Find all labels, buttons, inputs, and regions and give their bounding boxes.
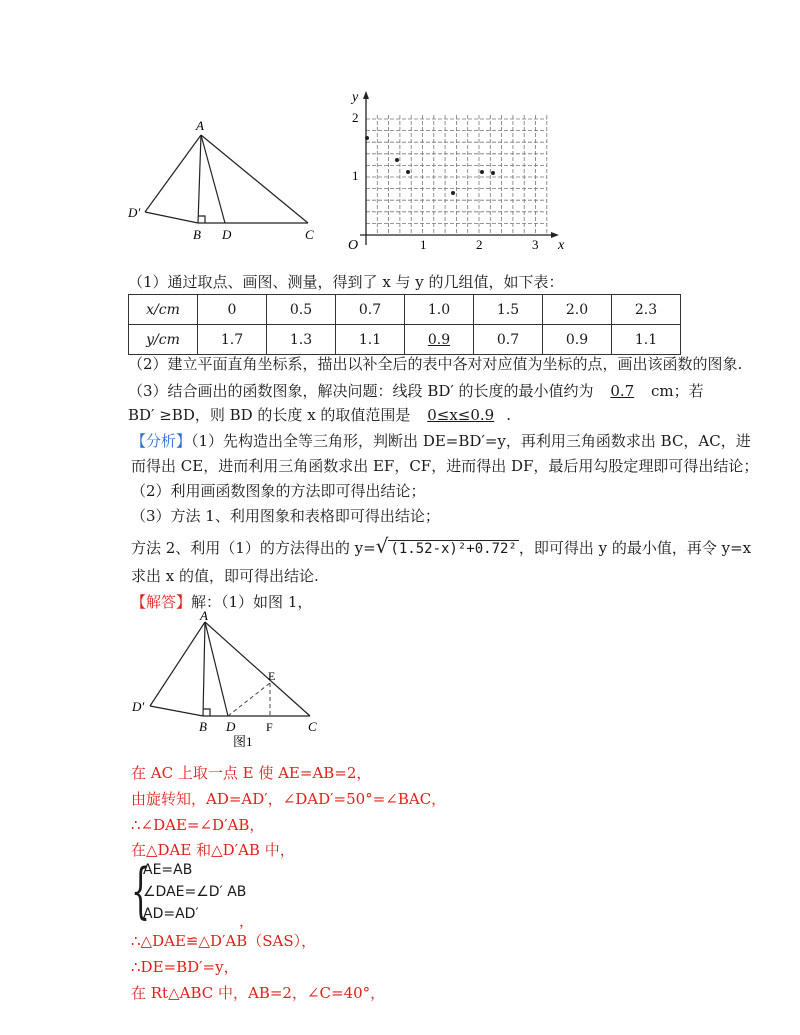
coordinate-grid: [340, 85, 570, 255]
q3-unit: cm；若: [650, 382, 704, 400]
answer-min-value: 0.7: [610, 382, 635, 400]
q3-text-b: BD′ ≥BD，则 BD 的长度 x 的取值范围是: [128, 406, 411, 424]
filled-answer: 0.9: [427, 331, 451, 348]
table-cell: x/cm: [129, 295, 198, 325]
label-B: B: [193, 227, 201, 242]
x-tick-1: 1: [420, 237, 427, 252]
y-axis-label: y: [352, 90, 359, 105]
label-C: C: [305, 227, 314, 242]
analysis-line-3: （2）利用画函数图象的方法即可得出结论；: [131, 482, 426, 500]
fig1-label-B: B: [199, 719, 207, 734]
sqrt-formula: (1.52-x)²+0.72²: [390, 541, 517, 557]
fig1-label-C: C: [308, 719, 317, 734]
question-2: （2）建立平面直角坐标系，描出以补全后的表中各对对应值为坐标的点，画出该函数的图象.: [128, 355, 743, 373]
equation-system: [131, 856, 271, 930]
table-cell: 1.3: [267, 325, 336, 355]
y-tick-1: 1: [352, 168, 359, 183]
solution-tag: 【解答】: [131, 593, 192, 611]
brace: {: [131, 856, 151, 926]
analysis-line-5: [131, 536, 751, 559]
table-cell: 0.7: [474, 325, 543, 355]
table-cell: 1.1: [336, 325, 405, 355]
fig1-caption: 图1: [233, 734, 253, 749]
table-cell: 0.5: [267, 295, 336, 325]
q3-end: .: [506, 406, 511, 424]
table-cell: 0: [198, 295, 267, 325]
method2-text: 方法 2、利用（1）的方法得出的 y=: [131, 539, 376, 557]
system-comma: ，: [239, 912, 255, 930]
table-cell: 0.7: [336, 295, 405, 325]
step-7: 在 Rt△ABC 中，AB=2，∠C=40°，: [131, 984, 386, 1002]
question-1: （1）通过取点、画图、测量，得到了 x 与 y 的几组值，如下表：: [128, 273, 564, 291]
system-eq-3: AD=AD′: [143, 906, 199, 922]
step-6: ∴DE=BD′=y，: [131, 958, 239, 976]
grid-lines: [366, 115, 547, 235]
sqrt-symbol: √: [375, 534, 389, 558]
table-row: [129, 325, 681, 355]
analysis-line-2: 而得出 CE，进而利用三角函数求出 EF，CF，进而得出 DF，最后用勾股定理即可得出结论；: [131, 457, 759, 475]
triangle-figure-top: [120, 115, 320, 245]
table-cell: 0.9: [543, 325, 612, 355]
q3-text-a: （3）结合画出的函数图象，解决问题：线段 BD′ 的长度的最小值约为: [128, 382, 594, 400]
x-tick-2: 2: [476, 237, 483, 252]
origin-label: O: [348, 238, 359, 253]
table-cell: 1.1: [612, 325, 681, 355]
table-cell: 1.0: [405, 295, 474, 325]
system-eq-1: AE=AB: [143, 862, 193, 878]
x-tick-3: 3: [532, 237, 539, 252]
step-5: ∴△DAE≌△D′AB（SAS），: [131, 932, 317, 950]
question-3-line-1: [128, 381, 704, 401]
table-cell: [405, 325, 474, 355]
fig1-label-E: E: [268, 669, 276, 683]
table-row: [129, 295, 681, 325]
label-A: A: [196, 118, 204, 133]
table-cell: 1.5: [474, 295, 543, 325]
table-cell: y/cm: [129, 325, 198, 355]
fig1-label-Dprime: D′: [132, 699, 145, 714]
method2-text-b: ，即可得出 y 的最小值，再令 y=x: [518, 539, 752, 557]
solution-start: 解：（1）如图 1，: [191, 593, 313, 611]
fig1-label-F: F: [266, 720, 273, 734]
step-1: 在 AC 上取一点 E 使 AE=AB=2，: [131, 764, 372, 782]
x-axis-label: x: [558, 238, 565, 253]
fig1-label-D: D: [226, 719, 236, 734]
analysis-line-6: 求出 x 的值，即可得出结论.: [131, 567, 319, 585]
table-cell: 2.3: [612, 295, 681, 325]
system-eq-2: ∠DAE=∠D′ AB: [143, 884, 247, 900]
y-tick-2: 2: [352, 110, 359, 125]
solution-line-1: [131, 592, 312, 612]
analysis-line-1: [131, 431, 751, 451]
answer-range: 0≤x≤0.9: [427, 406, 495, 424]
table-cell: 1.7: [198, 325, 267, 355]
label-Dprime: D′: [128, 205, 141, 220]
analysis-line-4: （3）方法 1、利用图象和表格即可得出结论；: [131, 507, 440, 525]
figure-1: [125, 610, 335, 750]
value-table: [128, 294, 681, 355]
analysis-text: （1）先构造出全等三角形，判断出 DE=BD′=y，再利用三角函数求出 BC，AC，进: [191, 432, 751, 450]
step-2: 由旋转知，AD=AD′，∠DAD′=50°=∠BAC，: [131, 790, 447, 808]
fig1-label-A: A: [200, 610, 208, 623]
step-4: 在△DAE 和△D′AB 中，: [131, 841, 295, 859]
step-3: ∴∠DAE=∠D′AB，: [131, 816, 265, 834]
table-cell: 2.0: [543, 295, 612, 325]
analysis-tag: 【分析】: [131, 432, 192, 450]
question-3-line-2: [128, 405, 511, 425]
label-D: D: [222, 227, 232, 242]
